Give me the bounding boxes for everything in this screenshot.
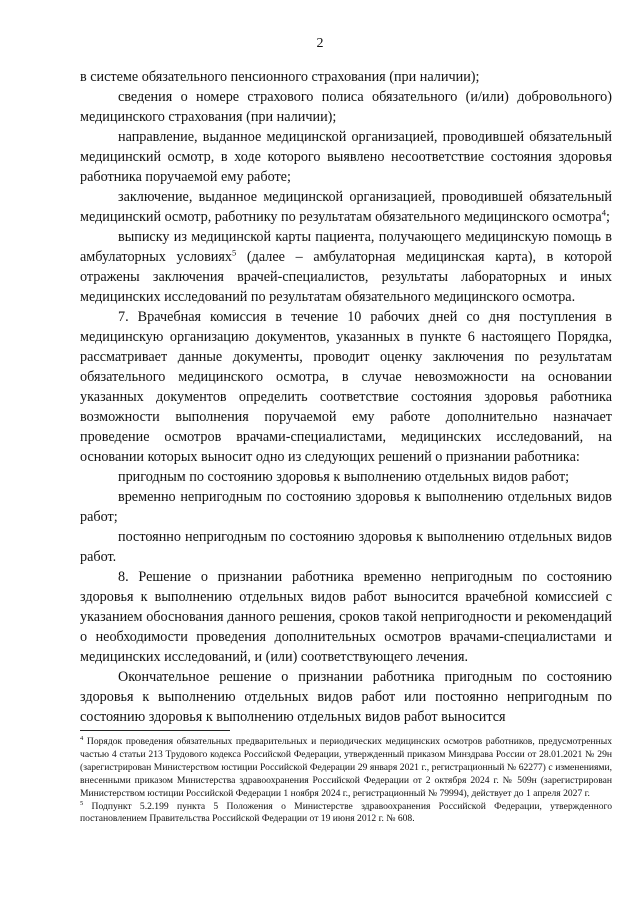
paragraph-6: 7. Врачебная комиссия в течение 10 рабочих дней со дня поступления в медицинскую организацию документов, указанных в пункте 6 настоящего Порядка, рассматривает данные документы, проводит оценку заключения по результатам обязательного медицинского осмотра, в случае невозможности на основании указанных документов определить соответствие состояния здоровья работника возможности выполнения поручаемой ему работе дополнительно назначает проведение осмотров врачами-специалистами, медицинских исследований, на основании которых выносит одно из следующих решений о признании работника: <box>80 309 612 465</box>
paragraph-7: пригодным по состоянию здоровья к выполнению отдельных видов работ; <box>118 469 570 485</box>
paragraph-8: временно непригодным по состоянию здоровья к выполнению отдельных видов работ; <box>80 489 612 525</box>
footnote-ref-5: 5 <box>232 247 237 258</box>
footnote-4: $^4$ Порядок проведения обязательных предварительных и периодических медицинских осмотров работников, предусмотренных частью 4 статьи 213 Трудового кодекса Российской Федерации, утвержденный приказом Минздрава России от 28.01.2021 № 29н (зарегистрирован Министерством юстиции Российской Федерации 29 января 2021 г., регистрационный № 62277) с изменениями, внесенными приказом Министерства здравоохранения Российской Федерации от 2 октября 2024 г. № 509н (зарегистрирован Министерством юстиции Российской Федерации 1 ноября 2024 г., регистрационный № 79994), действует до 1 апреля 2027 г. <box>80 734 612 799</box>
footnotes <box>80 736 612 826</box>
footnote-ref-4: 4 <box>601 207 606 218</box>
paragraph-4: заключение, выданное медицинской организацией, проводившей обязательный медицинский осмотр, работнику по результатам обязательного медицинского осмотра$^4$; <box>80 189 612 225</box>
paragraph-5: выписку из медицинской карты пациента, получающего медицинскую помощь в амбулаторных условиях$^5$ (далее – амбулаторная медицинская карта), в которой отражены заключения врачей-специалистов, результаты лабораторных и иных медицинских исследований по результатам обязательного медицинского осмотра. <box>80 229 612 305</box>
paragraph-11: Окончательное решение о признании работника пригодным по состоянию здоровья к выполнению отдельных видов работ или постоянно непригодным по состоянию здоровья к выполнению отдельных видов работ выносится <box>80 669 612 725</box>
page-number: 2 <box>316 36 324 51</box>
footnote-5: $^5$ Подпункт 5.2.199 пункта 5 Положения о Министерстве здравоохранения Российской Федерации, утвержденного постановлением Правительства Российской Федерации от 19 июня 2012 г. № 608. <box>80 799 612 825</box>
paragraph-10: 8. Решение о признании работника временно непригодным по состоянию здоровья к выполнению отдельных видов работ выносится врачебной комиссией с указанием обоснования данного решения, сроков такой непригодности и рекомендаций о необходимости проведения дополнительных осмотров врачами-специалистами и медицинских исследований, и (или) соответствующего лечения. <box>80 569 612 665</box>
footnote-number: 4 <box>80 734 84 742</box>
document-body <box>80 67 612 727</box>
footnote-separator <box>80 730 230 731</box>
paragraph-2: сведения о номере страхового полиса обязательного (и/или) добровольного) медицинского страхования (при наличии); <box>80 89 612 125</box>
paragraph-9: постоянно непригодным по состоянию здоровья к выполнению отдельных видов работ. <box>80 529 612 565</box>
paragraph-1: в системе обязательного пенсионного страхования (при наличии); <box>80 69 480 85</box>
footnote-number: 5 <box>80 799 84 807</box>
paragraph-3: направление, выданное медицинской организацией, проводившей обязательный медицинский осмотр, в ходе которого выявлено несоответствие состояния здоровья работника поручаемой ему работе; <box>80 129 612 185</box>
